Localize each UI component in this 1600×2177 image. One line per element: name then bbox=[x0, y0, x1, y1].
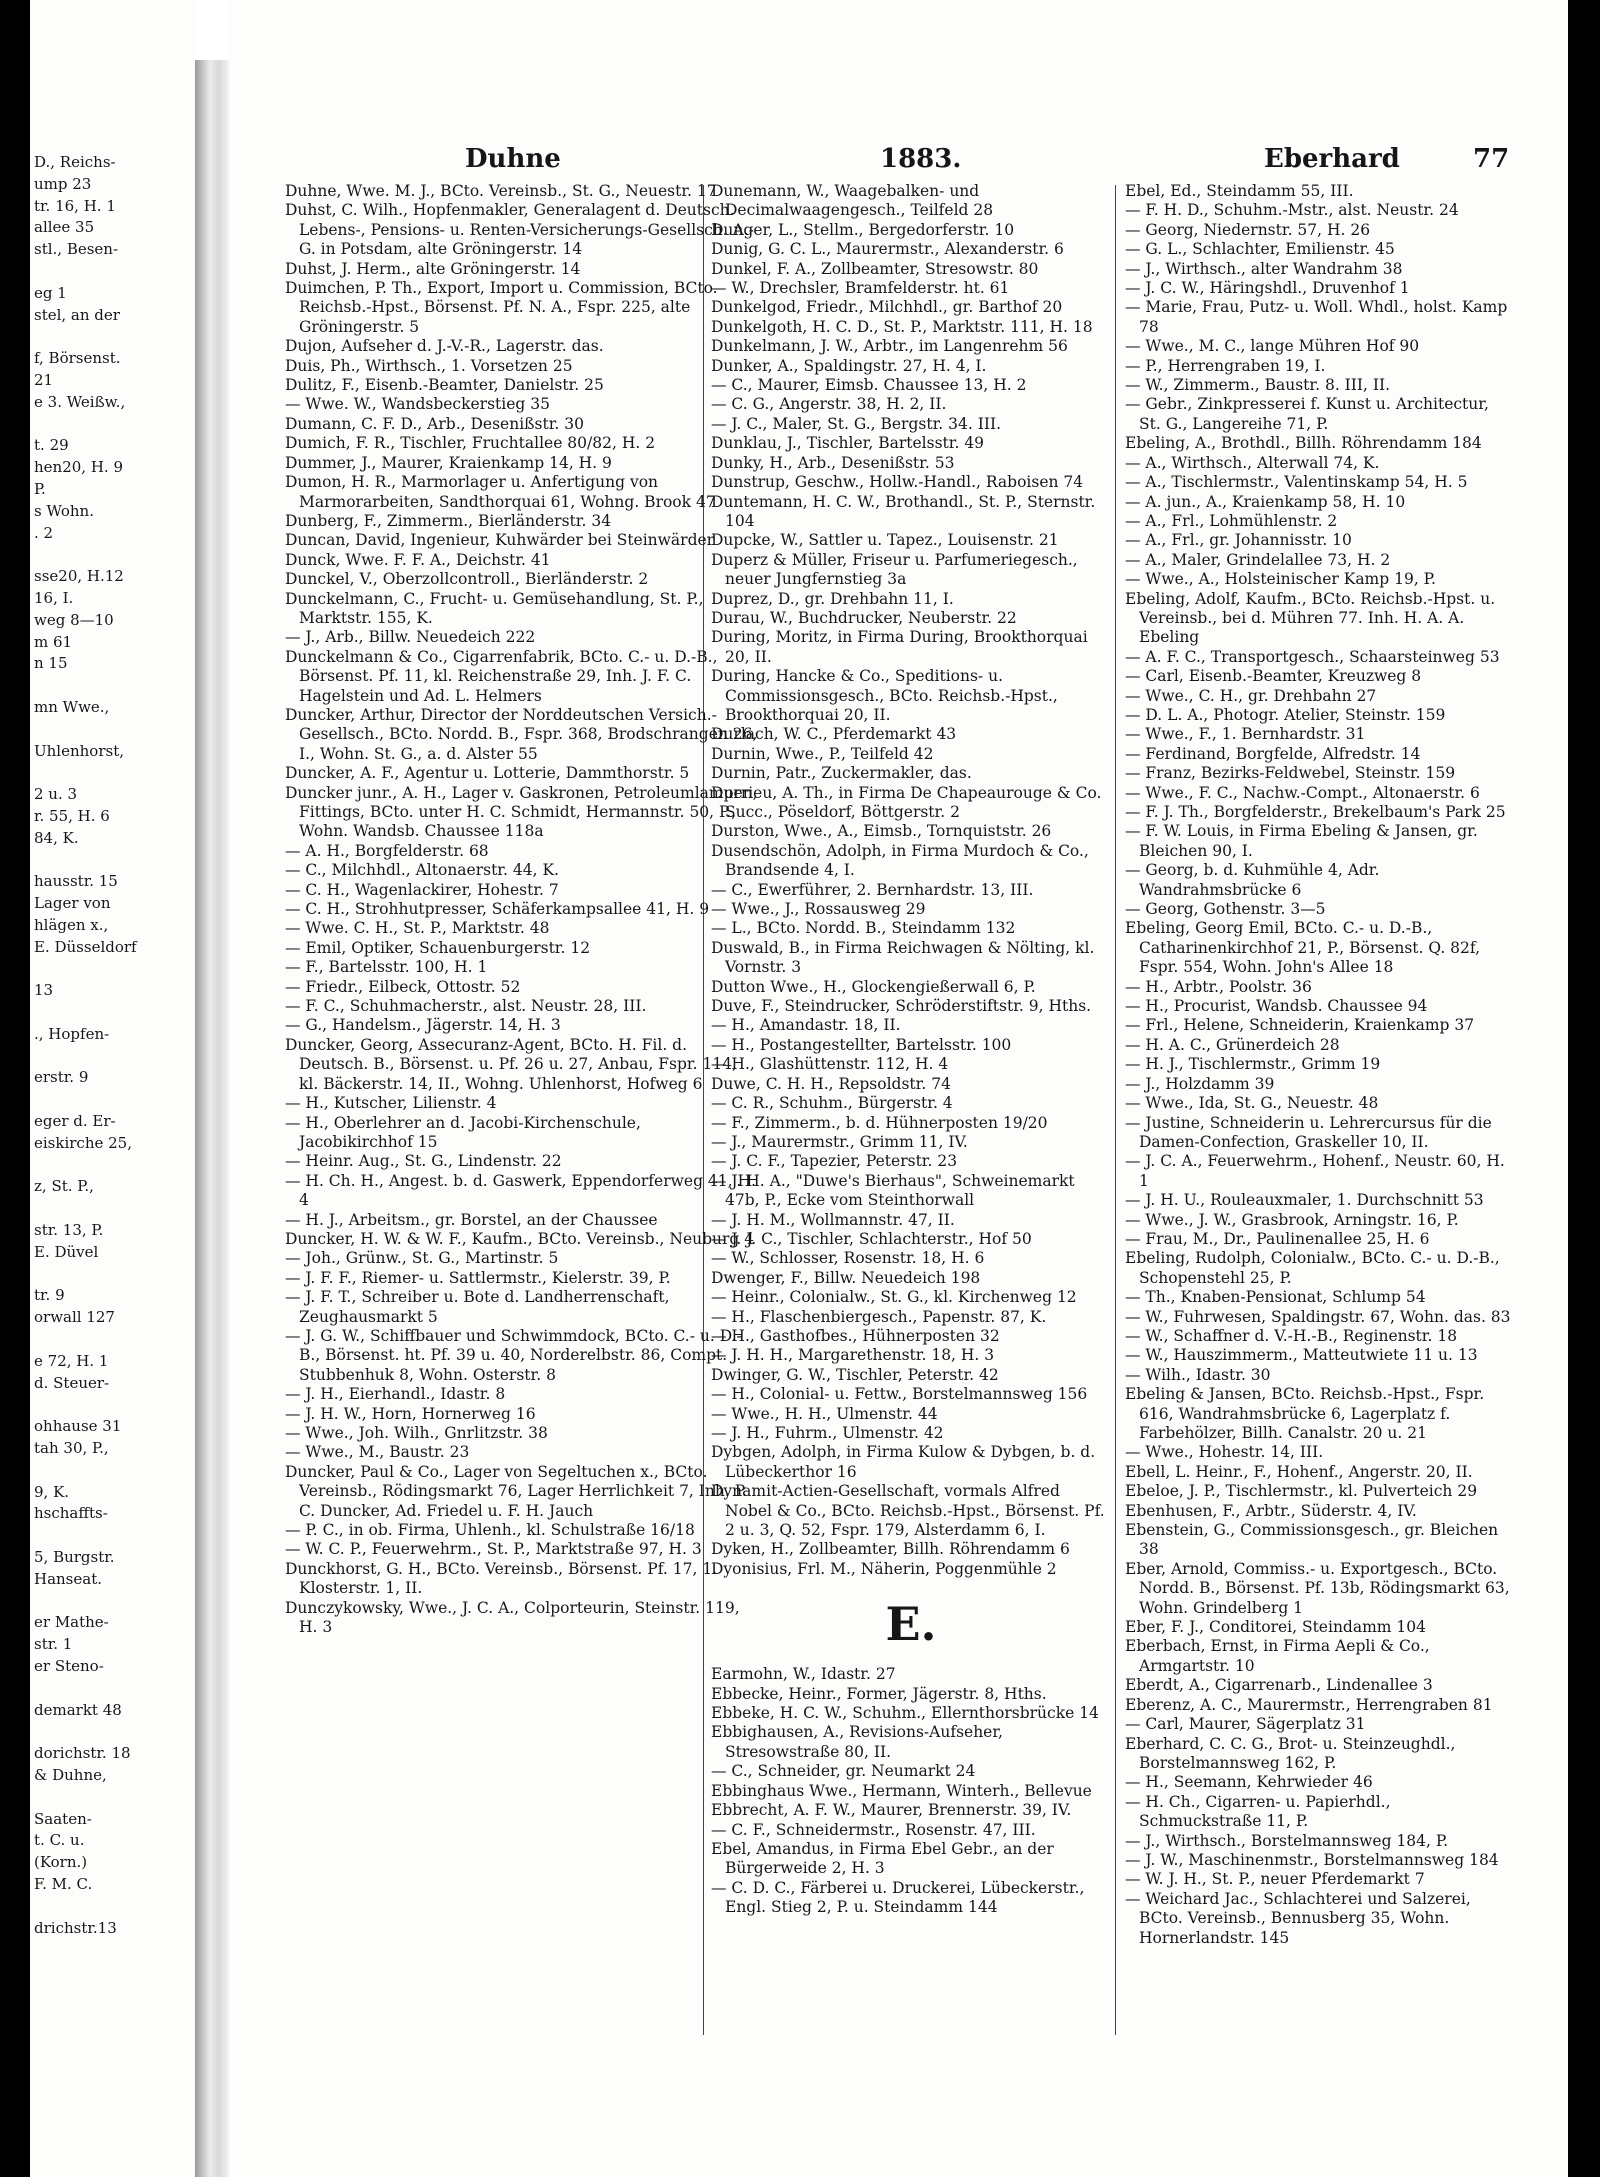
prev-page-line: hschaffts- bbox=[34, 1504, 108, 1523]
prev-page-line bbox=[34, 1089, 192, 1111]
prev-page-line: D., Reichs- bbox=[34, 153, 116, 171]
directory-entry: Duncker, Georg, Assecuranz-Agent, BCto. H. Fil. d. Deutsch. B., Börsenst. u. Pf. 26 u. 27, Anbau, Fspr. 114, kl. Bäckerstr. 14, II., Wohng. Uhlenhorst, Hofweg 6 bbox=[285, 1035, 737, 1093]
directory-entry: — W., Zimmerm., Baustr. 8. III, II. bbox=[1125, 376, 1391, 395]
prev-page-line: dorichstr. 18 bbox=[34, 1744, 131, 1763]
directory-entry: — J. F. T., Schreiber u. Bote d. Landherrenschaft, Zeughausmarkt 5 bbox=[285, 1288, 670, 1326]
directory-entry: — Wwe. C. H., St. P., Marktstr. 48 bbox=[285, 919, 550, 938]
directory-entry: — D. L. A., Photogr. Atelier, Steinstr. 159 bbox=[1125, 705, 1446, 724]
prev-page-line: E. Düvel bbox=[34, 1242, 99, 1261]
directory-entry: — C., Milchhdl., Altonaerstr. 44, K. bbox=[285, 861, 559, 880]
prev-page-line: eger d. Er- bbox=[34, 1112, 116, 1131]
prev-page-line: 13 bbox=[34, 981, 54, 1000]
directory-entry: — Carl, Eisenb.-Beamter, Kreuzweg 8 bbox=[1125, 667, 1422, 686]
directory-entry: — H., Amandastr. 18, II. bbox=[711, 1016, 901, 1035]
directory-entry: Ebbighausen, A., Revisions-Aufseher, Stresowstraße 80, II. bbox=[711, 1723, 1003, 1761]
directory-entry: — H. J., Tischlermstr., Grimm 19 bbox=[1125, 1055, 1381, 1074]
prev-page-line bbox=[34, 326, 192, 348]
directory-entry: Dunker, A., Spaldingstr. 27, H. 4, I. bbox=[711, 356, 987, 375]
directory-entry: Ebbrecht, A. F. W., Maurer, Brennerstr. 39, IV. bbox=[711, 1801, 1072, 1820]
directory-entry: — C., Schneider, gr. Neumarkt 24 bbox=[711, 1762, 976, 1781]
scan-border-left bbox=[0, 0, 30, 2177]
directory-entry: Ebeling, Georg Emil, BCto. C.- u. D.-B., Catharinenkirchhof 21, P., Börsenst. Q. 82f, Fspr. 554, Wohn. John's Allee 18 bbox=[1125, 919, 1481, 977]
prev-page-line: mn Wwe., bbox=[34, 697, 110, 716]
directory-entry: — F. W. Louis, in Firma Ebeling & Jansen, gr. Bleichen 90, I. bbox=[1125, 822, 1478, 860]
directory-entry: — H., Arbtr., Poolstr. 36 bbox=[1125, 977, 1312, 996]
directory-entry: — J. H. W., Horn, Hornerweg 16 bbox=[285, 1404, 536, 1423]
prev-page-line: demarkt 48 bbox=[34, 1700, 122, 1719]
directory-entry: Eber, F. J., Conditorei, Steindamm 104 bbox=[1125, 1618, 1426, 1637]
directory-entry: Dunklau, J., Tischler, Bartelsstr. 49 bbox=[711, 434, 985, 453]
directory-entry: — H., Flaschenbiergesch., Papenstr. 87, K. bbox=[711, 1307, 1047, 1326]
directory-entry: — J. C. W., Häringshdl., Druvenhof 1 bbox=[1125, 279, 1410, 298]
directory-entry: Dwinger, G. W., Tischler, Peterstr. 42 bbox=[711, 1365, 999, 1384]
prev-page-line bbox=[34, 1264, 192, 1286]
prev-page-line: er Steno- bbox=[34, 1656, 104, 1675]
prev-page-line: e 3. Weißw., bbox=[34, 392, 126, 411]
directory-entry: — W., Schlosser, Rosenstr. 18, H. 6 bbox=[711, 1249, 985, 1268]
directory-entry: — Friedr., Eilbeck, Ottostr. 52 bbox=[285, 977, 521, 996]
directory-entry: Dwenger, F., Billw. Neuedeich 198 bbox=[711, 1268, 981, 1287]
prev-page-line: 84, K. bbox=[34, 828, 79, 847]
prev-page-line bbox=[34, 1591, 192, 1613]
prev-page-line: ., Hopfen- bbox=[34, 1024, 110, 1043]
prev-page-line bbox=[34, 1525, 192, 1547]
prev-page-line bbox=[34, 1198, 192, 1220]
directory-entry: — Marie, Frau, Putz- u. Woll. Whdl., holst. Kamp 78 bbox=[1125, 298, 1508, 336]
directory-entry: Dutton Wwe., H., Glockengießerwall 6, P. bbox=[711, 977, 1036, 996]
directory-entry: — C. F., Schneidermstr., Rosenstr. 47, III. bbox=[711, 1820, 1036, 1839]
directory-entry: — W., Fuhrwesen, Spaldingstr. 67, Wohn. das. 83 bbox=[1125, 1307, 1511, 1326]
directory-entry: — Frl., Helene, Schneiderin, Kraienkamp 37 bbox=[1125, 1016, 1475, 1035]
prev-page-line bbox=[34, 958, 192, 980]
directory-entry: — H. Ch. H., Angest. b. d. Gaswerk, Eppendorferweg 41, H. 4 bbox=[285, 1171, 756, 1210]
directory-entry: — Wwe., F., 1. Bernhardstr. 31 bbox=[1125, 725, 1366, 744]
directory-entry: — A. F. C., Transportgesch., Schaarsteinweg 53 bbox=[1125, 647, 1500, 666]
directory-entry: — J. H. U., Rouleauxmaler, 1. Durchschnitt 53 bbox=[1125, 1191, 1484, 1210]
prev-page-line: stel, an der bbox=[34, 305, 120, 324]
directory-entry: — A., Tischlermstr., Valentinskamp 54, H. 5 bbox=[1125, 473, 1468, 492]
directory-entry: Dunck, Wwe. F. F. A., Deichstr. 41 bbox=[285, 550, 551, 569]
prev-page-line bbox=[34, 1329, 192, 1351]
directory-entry: Dujon, Aufseher d. J.-V.-R., Lagerstr. das. bbox=[285, 337, 604, 356]
directory-entry: — J., Wirthsch., alter Wandrahm 38 bbox=[1125, 259, 1403, 278]
directory-entry: — Wwe., Hohestr. 14, III. bbox=[1125, 1443, 1324, 1462]
directory-entry: — W., Schaffner d. V.-H.-B., Reginenstr. 18 bbox=[1125, 1326, 1458, 1345]
prev-page-line bbox=[34, 261, 192, 283]
directory-entry: — Heinr., Colonialw., St. G., kl. Kirchenweg 12 bbox=[711, 1288, 1077, 1307]
page-header bbox=[229, 144, 1568, 180]
directory-entry: Dunckelmann, C., Frucht- u. Gemüsehandlung, St. P., Marktstr. 155, K. bbox=[285, 589, 704, 627]
directory-entry: Durlach, W. C., Pferdemarkt 43 bbox=[711, 725, 957, 744]
directory-entry: — Gebr., Zinkpresserei f. Kunst u. Architectur, St. G., Langereihe 71, P. bbox=[1125, 395, 1489, 433]
prev-page-line: Hanseat. bbox=[34, 1569, 102, 1588]
directory-entry: Dyken, H., Zollbeamter, Billh. Röhrendamm 6 bbox=[711, 1540, 1070, 1559]
directory-entry: — F. C., Schuhmacherstr., alst. Neustr. 28, III. bbox=[285, 997, 647, 1016]
directory-entry: Dunemann, W., Waagebalken- und Decimalwaagengesch., Teilfeld 28 bbox=[711, 182, 994, 220]
column-2 bbox=[711, 182, 1111, 2052]
directory-page bbox=[229, 0, 1568, 2177]
prev-page-line: orwall 127 bbox=[34, 1308, 115, 1327]
prev-page-line bbox=[34, 1460, 192, 1482]
prev-page-line: & Duhne, bbox=[34, 1765, 107, 1784]
directory-entry: Ebel, Amandus, in Firma Ebel Gebr., an der Bürgerweide 2, H. 3 bbox=[711, 1839, 1054, 1878]
prev-page-line bbox=[34, 719, 192, 741]
prev-page-line: Uhlenhorst, bbox=[34, 741, 124, 760]
directory-entry: — Wwe., J., Rossausweg 29 bbox=[711, 900, 926, 919]
directory-entry: — A., Frl., gr. Johannisstr. 10 bbox=[1125, 531, 1352, 550]
directory-entry: — H. J., Arbeitsm., gr. Borstel, an der Chaussee bbox=[285, 1210, 658, 1229]
directory-entry: During, Hancke & Co., Speditions- u. Commissionsgesch., BCto. Reichsb.-Hpst., Brookthorquai 20, II. bbox=[711, 667, 1058, 724]
book-gutter bbox=[195, 60, 229, 2177]
directory-entry: Dusendschön, Adolph, in Firma Murdoch & Co., Brandsende 4, I. bbox=[711, 841, 1089, 880]
directory-entry: Dunig, G. C. L., Maurermstr., Alexanderstr. 6 bbox=[711, 240, 1064, 259]
directory-entry: — Th., Knaben-Pensionat, Schlump 54 bbox=[1125, 1288, 1426, 1307]
directory-entry: Dunger, L., Stellm., Bergedorferstr. 10 bbox=[711, 220, 1015, 239]
prev-page-line: t. 29 bbox=[34, 436, 69, 455]
directory-entry: Ebeling & Jansen, BCto. Reichsb.-Hpst., Fspr. 616, Wandrahmsbrücke 6, Lagerplatz f. Farbehölzer, Billh. Canalstr. 20 u. 21 bbox=[1125, 1385, 1485, 1442]
scan-border-right bbox=[1568, 0, 1600, 2177]
directory-entry: — W. C. P., Feuerwehrm., St. P., Marktstraße 97, H. 3 bbox=[285, 1540, 702, 1559]
directory-entry: — C. H., Strohhutpresser, Schäferkampsallee 41, H. 9 bbox=[285, 900, 710, 919]
directory-entry: — H., Colonial- u. Fettw., Borstelmannsweg 156 bbox=[711, 1385, 1088, 1404]
prev-page-line: 16, I. bbox=[34, 588, 74, 607]
prev-page-line: eiskirche 25, bbox=[34, 1133, 132, 1152]
prev-page-line: str. 13, P. bbox=[34, 1221, 104, 1240]
prev-page-line: ump 23 bbox=[34, 174, 92, 193]
directory-entry: Dunckel, V., Oberzollcontroll., Bierländerstr. 2 bbox=[285, 570, 649, 589]
prev-page-line: Saaten- bbox=[34, 1809, 92, 1828]
directory-entry: — C. R., Schuhm., Bürgerstr. 4 bbox=[711, 1094, 953, 1113]
prev-page-line: n 15 bbox=[34, 654, 68, 673]
directory-entry: Duhst, C. Wilh., Hopfenmakler, Generalagent d. Deutsch. Lebens-, Pensions- u. Renten-Versicherungs-Gesellsch. A.-G. in Potsdam, alte Gröningerstr. 14 bbox=[285, 201, 754, 259]
directory-entry: — Weichard Jac., Schlachterei und Salzerei, BCto. Vereinsb., Bennusberg 35, Wohn. Hornerlandstr. 145 bbox=[1125, 1889, 1471, 1947]
directory-entry: Dunkelmann, J. W., Arbtr., im Langenrehm 56 bbox=[711, 337, 1068, 356]
directory-entry: — H., Postangestellter, Bartelsstr. 100 bbox=[711, 1035, 1012, 1054]
prev-page-line bbox=[34, 544, 192, 566]
prev-page-line: E. Düsseldorf bbox=[34, 937, 137, 956]
directory-entry: — P., Herrengraben 19, I. bbox=[1125, 356, 1326, 375]
directory-entry: Duis, Ph., Wirthsch., 1. Vorsetzen 25 bbox=[285, 356, 573, 375]
directory-entry: — Carl, Maurer, Sägerplatz 31 bbox=[1125, 1715, 1366, 1734]
directory-entry: — Georg, b. d. Kuhmühle 4, Adr. Wandrahmsbrücke 6 bbox=[1125, 861, 1380, 899]
directory-entry: — A. H., Borgfelderstr. 68 bbox=[285, 841, 489, 860]
directory-entry: Duncker junr., A. H., Lager v. Gaskronen, Petroleumlampen, Fittings, BCto. unter H. C. Schmidt, Hermannstr. 50, P., Wohn. Wandsb. Chaussee 118a bbox=[285, 783, 758, 841]
directory-entry: — C. D. C., Färberei u. Druckerei, Lübeckerstr., Engl. Stieg 2, P. u. Steindamm 144 bbox=[711, 1878, 1085, 1917]
prev-page-line bbox=[34, 850, 192, 872]
directory-entry: Dumon, H. R., Marmorlager u. Anfertigung von Marmorarbeiten, Sandthorquai 61, Wohng. Brook 47 bbox=[285, 473, 716, 511]
directory-entry: Ebel, Ed., Steindamm 55, III. bbox=[1125, 182, 1354, 200]
directory-entry: Durnin, Wwe., P., Teilfeld 42 bbox=[711, 744, 934, 763]
directory-entry: — Wwe., Joh. Wilh., Gnrlitzstr. 38 bbox=[285, 1424, 548, 1442]
directory-entry: Eberbach, Ernst, in Firma Aepli & Co., Armgartstr. 10 bbox=[1125, 1637, 1430, 1675]
directory-entry: Ebeling, A., Brothdl., Billh. Röhrendamm 184 bbox=[1125, 434, 1482, 453]
directory-entry: — F., Zimmerm., b. d. Hühnerposten 19/20 bbox=[711, 1113, 1048, 1132]
directory-entry: Duwe, C. H. H., Repsoldstr. 74 bbox=[711, 1074, 951, 1093]
directory-entry: — J. G. W., Schiffbauer und Schwimmdock, BCto. C.- u. D.-B., Börsenst. ht. Pf. 39 u. 40, Norderelbstr. 86, Compt. Stubbenhuk 8, Wohn. Osterstr. 8 bbox=[285, 1326, 742, 1384]
directory-entry: — F., Bartelsstr. 100, H. 1 bbox=[285, 958, 488, 977]
directory-entry: Dumann, C. F. D., Arb., Desenißstr. 30 bbox=[285, 414, 584, 433]
directory-entry: — Wwe., Ida, St. G., Neuestr. 48 bbox=[1125, 1094, 1379, 1113]
prev-page-line: hausstr. 15 bbox=[34, 872, 118, 891]
directory-entry: Dunky, H., Arb., Desenißstr. 53 bbox=[711, 453, 955, 472]
directory-entry: Duntemann, H. C. W., Brothandl., St. P., Sternstr. 104 bbox=[711, 492, 1096, 530]
directory-entry: — F. J. Th., Borgfelderstr., Brekelbaum's Park 25 bbox=[1125, 803, 1506, 821]
directory-entry: — A., Wirthsch., Alterwall 74, K. bbox=[1125, 453, 1380, 472]
prev-page-line bbox=[34, 1394, 192, 1416]
directory-entry: — Heinr. Aug., St. G., Lindenstr. 22 bbox=[285, 1152, 562, 1171]
prev-page-line: m 61 bbox=[34, 632, 73, 651]
previous-page-fragment bbox=[30, 0, 195, 2177]
directory-entry: Duncan, David, Ingenieur, Kuhwärder bei Steinwärder bbox=[285, 531, 715, 550]
directory-entry: Duhst, J. Herm., alte Gröningerstr. 14 bbox=[285, 259, 581, 278]
directory-entry: — A., Frl., Lohmühlenstr. 2 bbox=[1125, 511, 1338, 530]
directory-entry: — W. J. H., St. P., neuer Pferdemarkt 7 bbox=[1125, 1870, 1425, 1889]
directory-entry: — J. H. M., Wollmannstr. 47, II. bbox=[711, 1210, 955, 1229]
directory-entry: Duncker, A. F., Agentur u. Lotterie, Dammthorstr. 5 bbox=[285, 764, 690, 783]
directory-entry: Ebell, L. Heinr., F., Hohenf., Angerstr. 20, II. bbox=[1125, 1462, 1473, 1481]
directory-entry: — Wwe., M. C., lange Mühren Hof 90 bbox=[1125, 337, 1420, 356]
prev-page-line: 9, K. bbox=[34, 1482, 70, 1501]
directory-entry: — J. W., Maschinenmstr., Borstelmannsweg 184 bbox=[1125, 1850, 1499, 1869]
prev-page-line bbox=[34, 1721, 192, 1743]
directory-entry: — Joh., Grünw., St. G., Martinstr. 5 bbox=[285, 1249, 559, 1268]
directory-entry: — J. H. H., Margarethenstr. 18, H. 3 bbox=[711, 1346, 995, 1365]
directory-entry: Duncker, Paul & Co., Lager von Segeltuchen x., BCto. Vereinsb., Rödingsmarkt 76, Lager Herrlichkeit 7, Inh. P. C. Duncker, Ad. Friedel u. F. H. Jauch bbox=[285, 1462, 747, 1520]
directory-entry: — J. C. A., Feuerwehrm., Hohenf., Neustr. 60, H. 1 bbox=[1125, 1152, 1505, 1190]
directory-entry: — H., Kutscher, Lilienstr. 4 bbox=[285, 1094, 497, 1113]
directory-entry: Dunczykowsky, Wwe., J. C. A., Colporteurin, Steinstr. 119, H. 3 bbox=[285, 1598, 740, 1637]
directory-entry: Dunberg, F., Zimmerm., Bierländerstr. 34 bbox=[285, 511, 612, 530]
directory-entry: — C., Ewerführer, 2. Bernhardstr. 13, III. bbox=[711, 880, 1034, 899]
prev-page-line: d. Steuer- bbox=[34, 1373, 110, 1392]
directory-entry: Ebbeke, H. C. W., Schuhm., Ellernthorsbrücke 14 bbox=[711, 1704, 1099, 1723]
directory-entry: Dunkelgoth, H. C. D., St. P., Marktstr. 111, H. 18 bbox=[711, 317, 1093, 336]
prev-page-line bbox=[34, 1046, 192, 1068]
directory-entry: — J. C. F., Tapezier, Peterstr. 23 bbox=[711, 1152, 958, 1171]
column-rule bbox=[1115, 185, 1116, 2035]
prev-page-line: weg 8—10 bbox=[34, 610, 114, 629]
prev-page-line: (Korn.) bbox=[34, 1853, 88, 1872]
prev-page-line: Lager von bbox=[34, 894, 111, 913]
directory-entry: — Emil, Optiker, Schauenburgerstr. 12 bbox=[285, 938, 591, 957]
directory-entry: — J., Maurermstr., Grimm 11, IV. bbox=[711, 1132, 968, 1151]
directory-entry: Durston, Wwe., A., Eimsb., Tornquiststr. 26 bbox=[711, 822, 1052, 841]
directory-entry: — H. Ch., Cigarren- u. Papierhdl., Schmuckstraße 11, P. bbox=[1125, 1792, 1391, 1831]
directory-entry: — Wwe., M., Baustr. 23 bbox=[285, 1443, 470, 1462]
directory-entry: — Wilh., Idastr. 30 bbox=[1125, 1365, 1271, 1384]
directory-entry: Ebeling, Rudolph, Colonialw., BCto. C.- u. D.-B., Schopenstehl 25, P. bbox=[1125, 1249, 1500, 1287]
prev-page-line bbox=[34, 1787, 192, 1809]
prev-page-line: 21 bbox=[34, 370, 54, 389]
prev-page-line: er Mathe- bbox=[34, 1613, 109, 1632]
prev-page-line: e 72, H. 1 bbox=[34, 1351, 109, 1370]
directory-entry: — P. C., in ob. Firma, Uhlenh., kl. Schulstraße 16/18 bbox=[285, 1521, 695, 1540]
directory-entry: Dupcke, W., Sattler u. Tapez., Louisenstr. 21 bbox=[711, 531, 1059, 550]
directory-entry: — Wwe., A., Holsteinischer Kamp 19, P. bbox=[1125, 570, 1436, 589]
prev-page-line: 5, Burgstr. bbox=[34, 1548, 115, 1566]
directory-entry: — H., Oberlehrer an d. Jacobi-Kirchenschule, Jacobikirchhof 15 bbox=[285, 1113, 641, 1151]
directory-entry: — J. H., Eierhandl., Idastr. 8 bbox=[285, 1385, 506, 1404]
directory-entry: — Wwe. W., Wandsbeckerstieg 35 bbox=[285, 395, 550, 414]
directory-entry: — G. L., Schlachter, Emilienstr. 45 bbox=[1125, 240, 1395, 259]
directory-entry: — F. H. D., Schuhm.-Mstr., alst. Neustr. 24 bbox=[1125, 201, 1459, 220]
directory-entry: — Ferdinand, Borgfelde, Alfredstr. 14 bbox=[1125, 744, 1421, 763]
directory-entry: — C. H., Wagenlackirer, Hohestr. 7 bbox=[285, 880, 559, 899]
prev-page-line: t. C. u. bbox=[34, 1831, 85, 1850]
prev-page-line: tr. 16, H. 1 bbox=[34, 196, 116, 215]
directory-entry: Duhne, Wwe. M. J., BCto. Vereinsb., St. G., Neuestr. 17 bbox=[285, 182, 717, 200]
directory-entry: Dybgen, Adolph, in Firma Kulow & Dybgen, b. d. Lübeckerthor 16 bbox=[711, 1443, 1096, 1481]
directory-entry: Eberhard, C. C. G., Brot- u. Steinzeughdl., Borstelmannsweg 162, P. bbox=[1125, 1734, 1456, 1772]
directory-entry: Dummer, J., Maurer, Kraienkamp 14, H. 9 bbox=[285, 453, 612, 472]
directory-entry: — Georg, Gothenstr. 3—5 bbox=[1125, 900, 1326, 919]
directory-entry: — Wwe., F. C., Nachw.-Compt., Altonaerstr. 6 bbox=[1125, 783, 1480, 802]
directory-entry: Duswald, B., in Firma Reichwagen & Nölting, kl. Vornstr. 3 bbox=[711, 938, 1095, 977]
directory-entry: Dulitz, F., Eisenb.-Beamter, Danielstr. 25 bbox=[285, 376, 604, 395]
directory-entry: — Justine, Schneiderin u. Lehrercursus für die Damen-Confection, Graskeller 10, II. bbox=[1125, 1113, 1492, 1151]
directory-entry: Eberenz, A. C., Maurermstr., Herrengraben 81 bbox=[1125, 1695, 1493, 1714]
directory-entry: — H., Glashüttenstr. 112, H. 4 bbox=[711, 1055, 949, 1074]
header-left-keyword: Duhne bbox=[465, 144, 561, 174]
directory-entry: Durau, W., Buchdrucker, Neuberstr. 22 bbox=[711, 608, 1017, 627]
directory-entry: During, Moritz, in Firma During, Brookthorquai 20, II. bbox=[711, 628, 1088, 666]
directory-entry: Earmohn, W., Idastr. 27 bbox=[711, 1665, 896, 1684]
directory-entry: — J. H., Fuhrm., Ulmenstr. 42 bbox=[711, 1424, 944, 1442]
prev-page-line bbox=[34, 1678, 192, 1700]
directory-entry: Dunkelgod, Friedr., Milchhdl., gr. Barthof 20 bbox=[711, 298, 1063, 317]
prev-page-line: . 2 bbox=[34, 523, 54, 542]
directory-entry: Duncker, H. W. & W. F., Kaufm., BCto. Vereinsb., Neuburg 4 bbox=[285, 1229, 755, 1248]
prev-page-line bbox=[34, 1896, 192, 1918]
column-3 bbox=[1125, 182, 1515, 2052]
prev-page-line: s Wohn. bbox=[34, 501, 94, 520]
directory-entry: — H., Gasthofbes., Hühnerposten 32 bbox=[711, 1326, 1000, 1345]
page-number: 77 bbox=[1473, 144, 1510, 174]
directory-entry: Duve, F., Steindrucker, Schröderstiftstr. 9, Hths. bbox=[711, 997, 1092, 1016]
directory-entry: Durnin, Patr., Zuckermakler, das. bbox=[711, 764, 972, 783]
directory-entry: — Georg, Niedernstr. 57, H. 26 bbox=[1125, 220, 1371, 239]
prev-page-line: r. 55, H. 6 bbox=[34, 806, 110, 825]
directory-entry: Eberdt, A., Cigarrenarb., Lindenallee 3 bbox=[1125, 1676, 1433, 1695]
directory-entry: Ebbecke, Heinr., Former, Jägerstr. 8, Hths. bbox=[711, 1684, 1047, 1703]
directory-entry: — H. A. C., Grünerdeich 28 bbox=[1125, 1035, 1340, 1054]
directory-entry: — J. C., Maler, St. G., Bergstr. 34. III. bbox=[711, 414, 1002, 433]
directory-entry: Ebeloe, J. P., Tischlermstr., kl. Pulverteich 29 bbox=[1125, 1482, 1478, 1501]
directory-entry: — J. H. A., "Duwe's Bierhaus", Schweinemarkt 47b, P., Ecke vom Steinthorwall bbox=[711, 1171, 1075, 1210]
prev-page-line: f, Börsenst. bbox=[34, 349, 121, 368]
prev-page-line: str. 1 bbox=[34, 1635, 73, 1654]
prev-page-line bbox=[34, 1002, 192, 1024]
prev-page-line bbox=[34, 675, 192, 697]
previous-page-lines bbox=[34, 152, 192, 1939]
directory-entry: — W., Hauszimmerm., Matteutwiete 11 u. 13 bbox=[1125, 1346, 1478, 1365]
directory-entry: Durrieu, A. Th., in Firma De Chapeaurouge & Co. Succ., Pöseldorf, Böttgerstr. 2 bbox=[711, 783, 1102, 821]
prev-page-line: ohhause 31 bbox=[34, 1417, 122, 1436]
column-1 bbox=[285, 182, 759, 2052]
directory-entry: — J. J. C., Tischler, Schlachterstr., Hof 50 bbox=[711, 1229, 1032, 1248]
prev-page-line: sse20, H.12 bbox=[34, 567, 124, 586]
prev-page-line: drichstr.13 bbox=[34, 1918, 117, 1937]
directory-entry: — L., BCto. Nordd. B., Steindamm 132 bbox=[711, 919, 1016, 938]
directory-entry: — A. jun., A., Kraienkamp 58, H. 10 bbox=[1125, 492, 1406, 511]
prev-page-line: hlägen x., bbox=[34, 915, 109, 934]
prev-page-line: stl., Besen- bbox=[34, 240, 119, 259]
directory-entry: — Wwe., C. H., gr. Drehbahn 27 bbox=[1125, 686, 1377, 705]
directory-entry: Ebenstein, G., Commissionsgesch., gr. Bleichen 38 bbox=[1125, 1521, 1499, 1559]
directory-entry: — W., Drechsler, Bramfelderstr. ht. 61 bbox=[711, 279, 1010, 298]
directory-entry: Duperz & Müller, Friseur u. Parfumeriegesch., neuer Jungfernstieg 3a bbox=[711, 550, 1078, 589]
prev-page-line bbox=[34, 762, 192, 784]
directory-entry: Ebeling, Adolf, Kaufm., BCto. Reichsb.-Hpst. u. Vereinsb., bei d. Mühren 77. Inh. H. A. A. Ebeling bbox=[1125, 589, 1496, 647]
directory-entry: — C. G., Angerstr. 38, H. 2, II. bbox=[711, 395, 947, 414]
directory-entry: — Franz, Bezirks-Feldwebel, Steinstr. 159 bbox=[1125, 764, 1456, 783]
directory-entry: Dumich, F. R., Tischler, Fruchtallee 80/82, H. 2 bbox=[285, 434, 656, 453]
directory-entry: — J., Wirthsch., Borstelmannsweg 184, P. bbox=[1125, 1831, 1449, 1850]
directory-entry: — J., Arb., Billw. Neuedeich 222 bbox=[285, 628, 536, 647]
prev-page-line: tr. 9 bbox=[34, 1286, 65, 1305]
directory-entry: — A., Maler, Grindelallee 73, H. 2 bbox=[1125, 550, 1391, 569]
directory-entry: Dunstrup, Geschw., Hollw.-Handl., Raboisen 74 bbox=[711, 473, 1084, 492]
prev-page-line: z, St. P., bbox=[34, 1177, 94, 1196]
directory-entry: — G., Handelsm., Jägerstr. 14, H. 3 bbox=[285, 1016, 561, 1035]
header-year: 1883. bbox=[880, 144, 962, 174]
directory-entry: — H., Seemann, Kehrwieder 46 bbox=[1125, 1773, 1373, 1792]
directory-entry: Dyonisius, Frl. M., Näherin, Poggenmühle 2 bbox=[711, 1559, 1057, 1578]
directory-entry: — C., Maurer, Eimsb. Chaussee 13, H. 2 bbox=[711, 376, 1027, 395]
prev-page-line: erstr. 9 bbox=[34, 1068, 89, 1087]
prev-page-line bbox=[34, 414, 192, 436]
prev-page-line: allee 35 bbox=[34, 218, 95, 237]
directory-entry: Duprez, D., gr. Drehbahn 11, I. bbox=[711, 589, 954, 608]
directory-entry: — Frau, M., Dr., Paulinenallee 25, H. 6 bbox=[1125, 1229, 1430, 1248]
directory-entry: Ebbinghaus Wwe., Hermann, Winterh., Bellevue bbox=[711, 1781, 1092, 1800]
directory-entry: — J., Holzdamm 39 bbox=[1125, 1074, 1275, 1093]
directory-entry: — H., Procurist, Wandsb. Chaussee 94 bbox=[1125, 997, 1428, 1016]
prev-page-line: 2 u. 3 bbox=[34, 785, 78, 804]
prev-page-line: P. bbox=[34, 479, 46, 498]
prev-page-line: eg 1 bbox=[34, 283, 67, 302]
prev-page-line bbox=[34, 1155, 192, 1177]
directory-entry: Eber, Arnold, Commiss.- u. Exportgesch., BCto. Nordd. B., Börsenst. Pf. 13b, Rödingsmarkt 63, Wohn. Grindelberg 1 bbox=[1125, 1559, 1510, 1617]
directory-entry: — Wwe., J. W., Grasbrook, Arningstr. 16, P. bbox=[1125, 1210, 1459, 1229]
directory-entry: Dunckelmann & Co., Cigarrenfabrik, BCto. C.- u. D.-B., Börsenst. Pf. 11, kl. Reichenstraße 29, Inh. J. F. C. Hagelstein und Ad. L. Helmers bbox=[285, 647, 718, 705]
directory-entry: — Wwe., H. H., Ulmenstr. 44 bbox=[711, 1404, 938, 1423]
directory-entry: Duncker, Arthur, Director der Norddeutschen Versich.-Gesellsch., BCto. Nordd. B., Fspr. 368, Brodschrangen 26, I., Wohn. St. G., a. d. Alster 55 bbox=[285, 705, 758, 763]
directory-entry: Ebenhusen, F., Arbtr., Süderstr. 4, IV. bbox=[1125, 1501, 1417, 1520]
directory-entry: Duimchen, P. Th., Export, Import u. Commission, BCto. Reichsb.-Hpst., Börsenst. Pf. N. A., Fspr. 225, alte Gröningerstr. 5 bbox=[285, 279, 718, 336]
directory-entry: Dunkel, F. A., Zollbeamter, Stresowstr. 80 bbox=[711, 259, 1039, 278]
directory-entry: Dynamit-Actien-Gesellschaft, vormals Alfred Nobel & Co., BCto. Reichsb.-Hpst., Börsenst. Pf. 2 u. 3, Q. 52, Fspr. 179, Alsterdamm 6, I. bbox=[711, 1482, 1105, 1540]
prev-page-line: tah 30, P., bbox=[34, 1439, 109, 1458]
section-letter: E. bbox=[885, 1597, 937, 1652]
prev-page-line: hen20, H. 9 bbox=[34, 458, 123, 477]
directory-entry: Dunckhorst, G. H., BCto. Vereinsb., Börsenst. Pf. 17, 1. Klosterstr. 1, II. bbox=[285, 1559, 718, 1598]
header-right-keyword: Eberhard bbox=[1264, 144, 1400, 174]
directory-entry: — J. F. F., Riemer- u. Sattlermstr., Kielerstr. 39, P. bbox=[285, 1268, 671, 1287]
prev-page-line: F. M. C. bbox=[34, 1874, 93, 1893]
